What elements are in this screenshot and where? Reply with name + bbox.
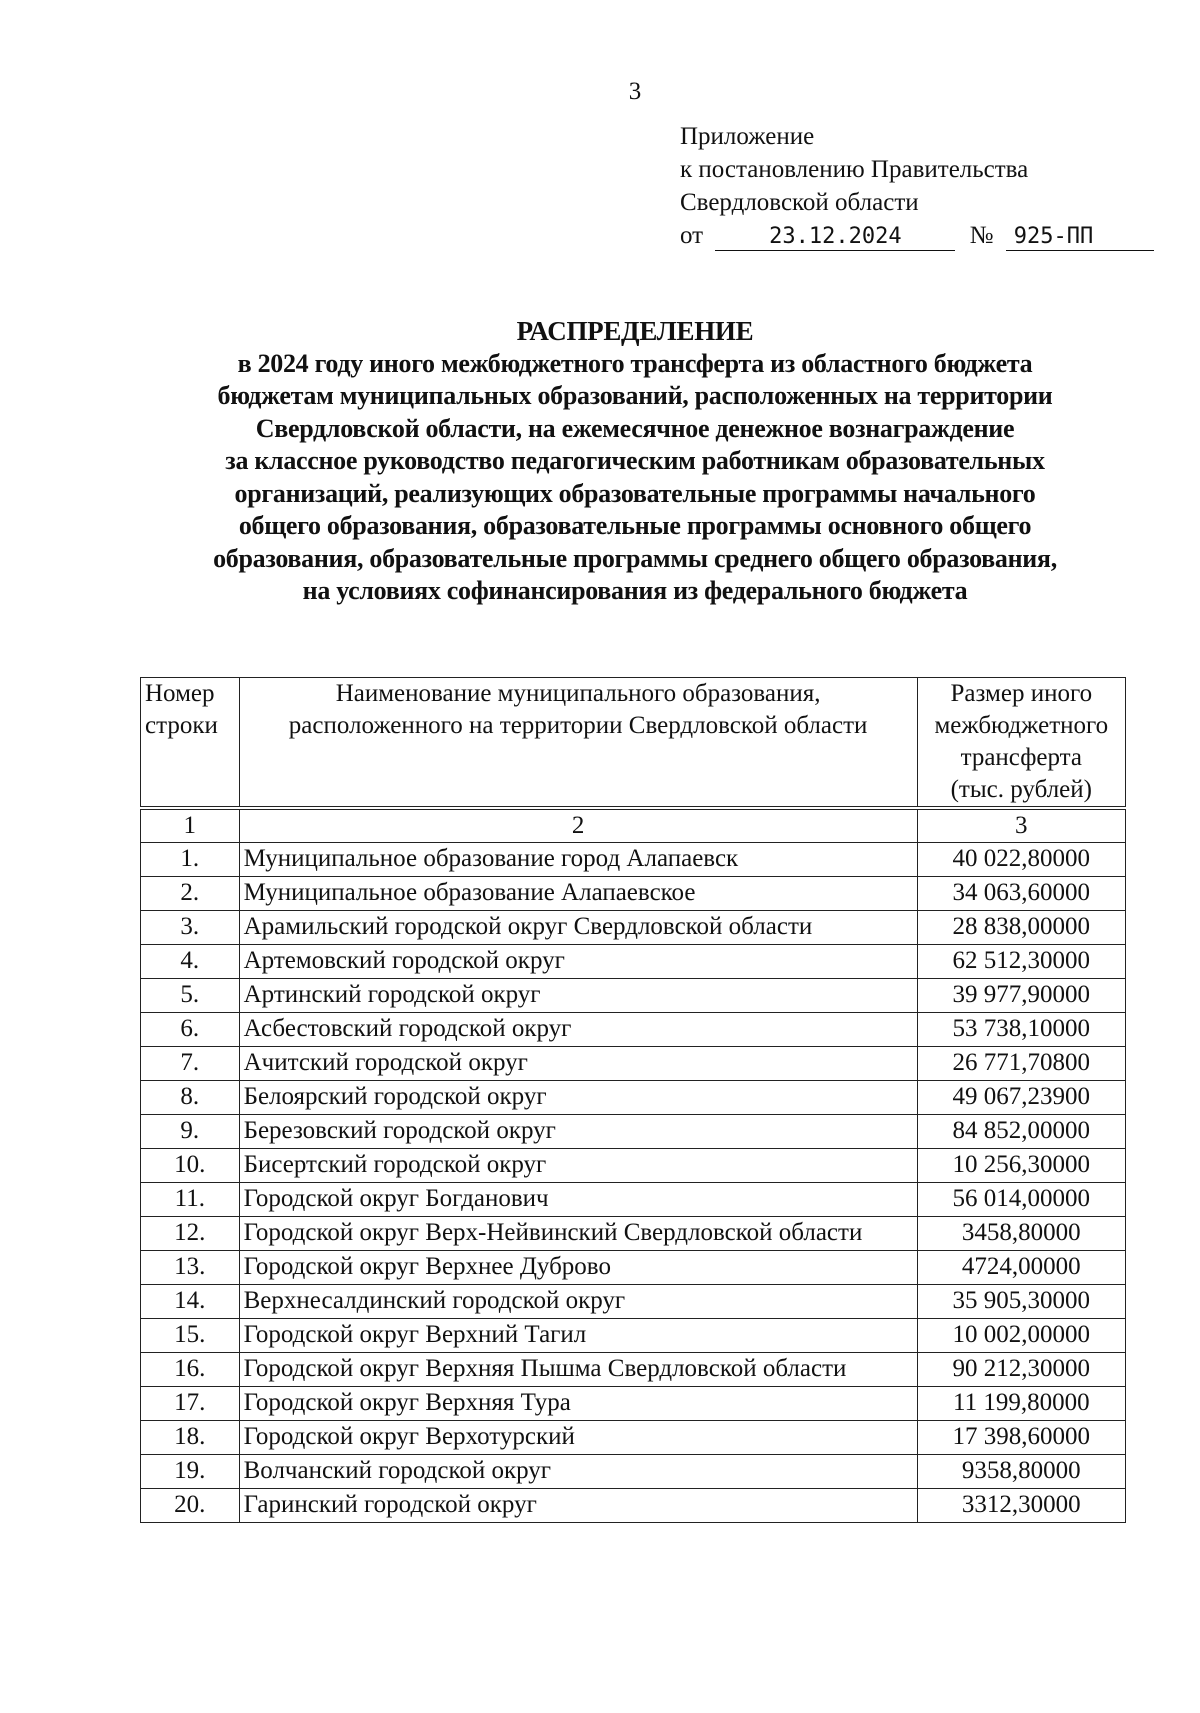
- header-row-number: [141, 678, 240, 809]
- transfer-amount: 90 212,30000: [917, 1353, 1125, 1387]
- table-row: [141, 979, 1126, 1013]
- distribution-table: [140, 677, 1126, 1523]
- municipality-name: Городской округ Верх-Нейвинский Свердловской области: [239, 1217, 917, 1251]
- transfer-amount: 84 852,00000: [917, 1115, 1125, 1149]
- transfer-amount: 3458,80000: [917, 1217, 1125, 1251]
- table-row: [141, 1081, 1126, 1115]
- municipality-name: Муниципальное образование Алапаевское: [239, 877, 917, 911]
- transfer-amount: 49 067,23900: [917, 1081, 1125, 1115]
- table-row: [141, 1455, 1126, 1489]
- table-row: [141, 1217, 1126, 1251]
- municipality-name: Городской округ Верхняя Тура: [239, 1387, 917, 1421]
- appendix-line-3: Свердловской области: [680, 189, 919, 216]
- title-line: Свердловской области, на ежемесячное денежное вознаграждение: [255, 413, 1015, 443]
- table-row: [141, 1149, 1126, 1183]
- municipality-name: Верхнесалдинский городской округ: [239, 1285, 917, 1319]
- table-row: [141, 1013, 1126, 1047]
- municipality-name: Асбестовский городской округ: [239, 1013, 917, 1047]
- number-prefix: №: [969, 222, 994, 249]
- row-number: 19.: [141, 1455, 240, 1489]
- table-row: [141, 843, 1126, 877]
- page-number: 3: [628, 78, 642, 105]
- transfer-amount: 53 738,10000: [917, 1013, 1125, 1047]
- header-transfer-amount: [917, 678, 1125, 809]
- title-heading: РАСПРЕДЕЛЕНИЕ: [516, 316, 754, 346]
- header-text: Размер иного: [950, 680, 1093, 707]
- table-row: [141, 877, 1126, 911]
- row-number: 3.: [141, 911, 240, 945]
- transfer-amount: 35 905,30000: [917, 1285, 1125, 1319]
- transfer-amount: 28 838,00000: [917, 911, 1125, 945]
- transfer-amount: 11 199,80000: [917, 1387, 1125, 1421]
- table-header-row: [141, 678, 1126, 809]
- row-number: 7.: [141, 1047, 240, 1081]
- table-row: [141, 1047, 1126, 1081]
- header-text: межбюджетного: [934, 712, 1109, 739]
- transfer-amount: 40 022,80000: [917, 843, 1125, 877]
- column-number: 1: [141, 808, 240, 843]
- municipality-name: Бисертский городской округ: [239, 1149, 917, 1183]
- municipality-name: Белоярский городской округ: [239, 1081, 917, 1115]
- header-municipality-name: [239, 678, 917, 809]
- table-row: [141, 1319, 1126, 1353]
- municipality-name: Городской округ Верхнее Дуброво: [239, 1251, 917, 1285]
- title-line: на условиях софинансирования из федерального бюджета: [302, 576, 968, 605]
- table-row: [141, 1353, 1126, 1387]
- row-number: 11.: [141, 1183, 240, 1217]
- table-row: [141, 1285, 1126, 1319]
- resolution-number: 925-ПП: [1006, 224, 1154, 251]
- row-number: 16.: [141, 1353, 240, 1387]
- table-row: [141, 1183, 1126, 1217]
- row-number: 18.: [141, 1421, 240, 1455]
- row-number: 5.: [141, 979, 240, 1013]
- municipality-name: Городской округ Верхняя Пышма Свердловской области: [239, 1353, 917, 1387]
- transfer-amount: 39 977,90000: [917, 979, 1125, 1013]
- title-line: бюджетам муниципальных образований, расположенных на территории: [217, 381, 1053, 410]
- municipality-name: Артинский городской округ: [239, 979, 917, 1013]
- header-text: Наименование муниципального образования,: [335, 680, 821, 707]
- row-number: 6.: [141, 1013, 240, 1047]
- transfer-amount: 10 002,00000: [917, 1319, 1125, 1353]
- municipality-name: Городской округ Верхотурский: [239, 1421, 917, 1455]
- table-row: [141, 945, 1126, 979]
- row-number: 9.: [141, 1115, 240, 1149]
- table-row: [141, 1115, 1126, 1149]
- row-number: 20.: [141, 1489, 240, 1523]
- column-number-row: [141, 808, 1126, 843]
- table-row: [141, 1489, 1126, 1523]
- row-number: 10.: [141, 1149, 240, 1183]
- title-line: в 2024 году иного межбюджетного трансферта из областного бюджета: [237, 348, 1033, 378]
- municipality-name: Ачитский городской округ: [239, 1047, 917, 1081]
- municipality-name: Арамильский городской округ Свердловской области: [239, 911, 917, 945]
- transfer-amount: 56 014,00000: [917, 1183, 1125, 1217]
- row-number: 12.: [141, 1217, 240, 1251]
- table-row: [141, 1251, 1126, 1285]
- table-row: [141, 1421, 1126, 1455]
- municipality-name: Городской округ Верхний Тагил: [239, 1319, 917, 1353]
- transfer-amount: 9358,80000: [917, 1455, 1125, 1489]
- appendix-signature-line: [680, 219, 1154, 252]
- column-number: 2: [239, 808, 917, 843]
- header-text: расположенного на территории Свердловской области: [288, 712, 868, 739]
- row-number: 2.: [141, 877, 240, 911]
- table-row: [141, 911, 1126, 945]
- title-line: общего образования, образовательные программы основного общего: [238, 511, 1032, 540]
- title-line: образования, образовательные программы среднего общего образования,: [213, 543, 1057, 573]
- transfer-amount: 34 063,60000: [917, 877, 1125, 911]
- row-number: 17.: [141, 1387, 240, 1421]
- transfer-amount: 26 771,70800: [917, 1047, 1125, 1081]
- row-number: 4.: [141, 945, 240, 979]
- row-number: 13.: [141, 1251, 240, 1285]
- transfer-amount: 62 512,30000: [917, 945, 1125, 979]
- row-number: 15.: [141, 1319, 240, 1353]
- municipality-name: Городской округ Богданович: [239, 1183, 917, 1217]
- municipality-name: Березовский городской округ: [239, 1115, 917, 1149]
- table-row: [141, 1387, 1126, 1421]
- appendix-block: [680, 120, 1154, 252]
- title-line: за классное руководство педагогическим работникам образовательных: [225, 446, 1045, 475]
- row-number: 1.: [141, 843, 240, 877]
- transfer-amount: 10 256,30000: [917, 1149, 1125, 1183]
- resolution-date: 23.12.2024: [715, 224, 955, 251]
- header-text: строки: [145, 712, 218, 739]
- date-prefix: от: [680, 222, 704, 249]
- title-line: организаций, реализующих образовательные программы начального: [234, 478, 1036, 508]
- transfer-amount: 4724,00000: [917, 1251, 1125, 1285]
- header-text: Номер: [145, 680, 215, 707]
- header-text: (тыс. рублей): [950, 776, 1092, 803]
- document-title: [150, 315, 1120, 608]
- appendix-line-1: Приложение: [680, 123, 815, 150]
- header-text: трансферта: [960, 744, 1082, 771]
- transfer-amount: 17 398,60000: [917, 1421, 1125, 1455]
- appendix-line-2: к постановлению Правительства: [680, 156, 1029, 183]
- municipality-name: Волчанский городской округ: [239, 1455, 917, 1489]
- row-number: 14.: [141, 1285, 240, 1319]
- column-number: 3: [917, 808, 1125, 843]
- row-number: 8.: [141, 1081, 240, 1115]
- municipality-name: Артемовский городской округ: [239, 945, 917, 979]
- municipality-name: Гаринский городской округ: [239, 1489, 917, 1523]
- municipality-name: Муниципальное образование город Алапаевск: [239, 843, 917, 877]
- transfer-amount: 3312,30000: [917, 1489, 1125, 1523]
